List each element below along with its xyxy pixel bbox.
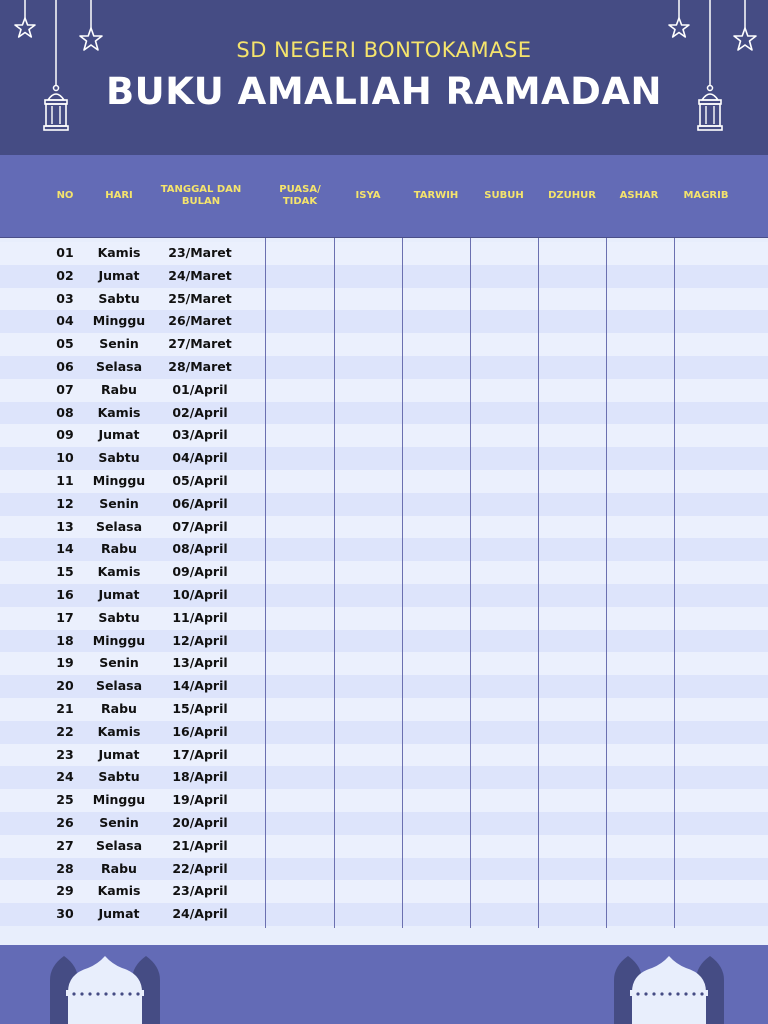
cell-tanggal: 21/April bbox=[172, 837, 228, 853]
cell-hari: Jumat bbox=[98, 587, 140, 602]
cell-no: 03 bbox=[56, 290, 74, 306]
cell-hari: Jumat bbox=[98, 746, 140, 762]
cell-hari: Senin bbox=[99, 655, 139, 671]
cell-hari: Sabtu bbox=[98, 290, 140, 306]
table-row bbox=[0, 835, 768, 858]
table-row bbox=[0, 630, 768, 653]
cell-no: 15 bbox=[56, 564, 74, 580]
table-row bbox=[0, 812, 768, 835]
table-row bbox=[0, 698, 768, 721]
cell-tanggal: 14/April bbox=[172, 678, 228, 694]
cell-tanggal: 25/Maret bbox=[168, 290, 232, 306]
cell-no: 13 bbox=[56, 518, 74, 534]
cell-tanggal: 24/Maret bbox=[168, 267, 232, 283]
page-title: BUKU AMALIAH RAMADAN bbox=[105, 70, 662, 113]
cell-no: 17 bbox=[56, 609, 74, 625]
cell-no: 27 bbox=[56, 837, 74, 853]
table-row bbox=[0, 379, 768, 402]
cell-tanggal: 07/April bbox=[172, 518, 228, 534]
table-row bbox=[0, 516, 768, 539]
cell-tanggal: 17/April bbox=[172, 746, 228, 762]
cell-tanggal: 18/April bbox=[172, 769, 228, 785]
column-header-isya: ISYA bbox=[355, 190, 381, 201]
mosque-icon bbox=[612, 952, 726, 1024]
cell-hari: Senin bbox=[99, 336, 139, 352]
cell-no: 25 bbox=[56, 792, 74, 808]
cell-tanggal: 12/April bbox=[172, 632, 228, 648]
cell-no: 16 bbox=[56, 587, 74, 602]
cell-no: 20 bbox=[56, 678, 74, 694]
cell-tanggal: 24/April bbox=[172, 906, 228, 922]
cell-no: 06 bbox=[56, 359, 74, 374]
table-row bbox=[0, 310, 768, 333]
cell-no: 12 bbox=[56, 495, 74, 511]
table-header bbox=[0, 155, 768, 238]
column-divider bbox=[674, 238, 675, 928]
table-row bbox=[0, 402, 768, 425]
lantern-icon bbox=[40, 0, 72, 134]
table-row bbox=[0, 538, 768, 561]
table-row bbox=[0, 265, 768, 288]
column-divider bbox=[606, 238, 607, 928]
cell-hari: Selasa bbox=[95, 678, 143, 694]
cell-no: 05 bbox=[56, 336, 74, 352]
table-row bbox=[0, 288, 768, 311]
hanging-star-icon bbox=[10, 0, 40, 42]
cell-tanggal: 02/April bbox=[172, 404, 228, 420]
cell-tanggal: 08/April bbox=[172, 541, 228, 557]
cell-no: 07 bbox=[56, 381, 74, 397]
cell-tanggal: 05/April bbox=[172, 473, 228, 488]
cell-tanggal: 23/April bbox=[172, 883, 228, 899]
cell-no: 21 bbox=[56, 701, 74, 716]
cell-tanggal: 16/April bbox=[172, 723, 228, 739]
cell-tanggal: 04/April bbox=[172, 450, 228, 466]
cell-no: 08 bbox=[56, 404, 74, 420]
cell-hari: Rabu bbox=[101, 541, 137, 557]
table-body bbox=[0, 238, 768, 928]
cell-tanggal: 27/Maret bbox=[168, 336, 232, 352]
cell-tanggal: 28/Maret bbox=[168, 359, 232, 374]
cell-tanggal: 20/April bbox=[172, 815, 228, 830]
cell-hari: Rabu bbox=[101, 860, 137, 876]
cell-no: 23 bbox=[56, 746, 74, 762]
cell-hari: Selasa bbox=[95, 359, 143, 374]
cell-hari: Sabtu bbox=[98, 769, 140, 785]
table-row bbox=[0, 493, 768, 516]
lantern-icon bbox=[694, 0, 726, 134]
mosque-icon bbox=[48, 952, 162, 1024]
cell-hari: Sabtu bbox=[98, 609, 140, 625]
table-row bbox=[0, 652, 768, 675]
cell-no: 09 bbox=[56, 427, 74, 443]
table-row bbox=[0, 561, 768, 584]
cell-hari: Selasa bbox=[95, 837, 143, 853]
table-row bbox=[0, 333, 768, 356]
cell-no: 14 bbox=[56, 541, 74, 557]
table-row bbox=[0, 584, 768, 607]
cell-no: 11 bbox=[56, 473, 74, 488]
cell-no: 26 bbox=[56, 815, 74, 830]
column-divider bbox=[265, 238, 266, 928]
cell-hari: Kamis bbox=[97, 564, 141, 580]
cell-no: 28 bbox=[56, 860, 74, 876]
cell-no: 04 bbox=[56, 313, 74, 329]
table-row bbox=[0, 744, 768, 767]
column-header-hari: HARI bbox=[105, 190, 133, 201]
table-row bbox=[0, 880, 768, 903]
school-name: SD NEGERI BONTOKAMASE bbox=[236, 38, 532, 62]
cell-hari: Jumat bbox=[98, 906, 140, 922]
cell-tanggal: 13/April bbox=[172, 655, 228, 671]
cell-tanggal: 22/April bbox=[172, 860, 228, 876]
cell-hari: Jumat bbox=[98, 427, 140, 443]
cell-hari: Minggu bbox=[92, 473, 146, 488]
cell-hari: Sabtu bbox=[98, 450, 140, 466]
cell-hari: Kamis bbox=[97, 883, 141, 899]
cell-tanggal: 09/April bbox=[172, 564, 228, 580]
cell-hari: Rabu bbox=[101, 381, 137, 397]
column-header-subuh: SUBUH bbox=[484, 190, 524, 201]
cell-hari: Kamis bbox=[97, 723, 141, 739]
cell-no: 24 bbox=[56, 769, 74, 785]
cell-tanggal: 01/April bbox=[172, 381, 228, 397]
cell-hari: Senin bbox=[99, 495, 139, 511]
cell-hari: Minggu bbox=[92, 792, 146, 808]
cell-no: 01 bbox=[56, 245, 74, 260]
cell-no: 02 bbox=[56, 267, 74, 283]
cell-hari: Kamis bbox=[97, 404, 141, 420]
column-header-ashar: ASHAR bbox=[619, 190, 659, 201]
table-row bbox=[0, 675, 768, 698]
cell-hari: Senin bbox=[99, 815, 139, 830]
cell-tanggal: 23/Maret bbox=[168, 245, 232, 260]
column-header-no: NO bbox=[56, 190, 74, 201]
table-row bbox=[0, 356, 768, 379]
table-row bbox=[0, 447, 768, 470]
cell-no: 30 bbox=[56, 906, 74, 922]
table-row bbox=[0, 607, 768, 630]
cell-tanggal: 11/April bbox=[172, 609, 228, 625]
cell-tanggal: 03/April bbox=[172, 427, 228, 443]
cell-tanggal: 19/April bbox=[172, 792, 228, 808]
cell-hari: Jumat bbox=[98, 267, 140, 283]
cell-no: 29 bbox=[56, 883, 74, 899]
column-header-puasa: PUASA/ TIDAK bbox=[279, 184, 321, 207]
cell-no: 19 bbox=[56, 655, 74, 671]
table-row bbox=[0, 858, 768, 881]
cell-tanggal: 15/April bbox=[172, 701, 228, 716]
cell-hari: Minggu bbox=[92, 632, 146, 648]
cell-hari: Kamis bbox=[97, 245, 141, 260]
table-row bbox=[0, 424, 768, 447]
cell-tanggal: 26/Maret bbox=[168, 313, 232, 329]
cell-tanggal: 06/April bbox=[172, 495, 228, 511]
column-divider bbox=[538, 238, 539, 928]
hanging-star-icon bbox=[664, 0, 694, 42]
column-header-tanggal: TANGGAL DAN BULAN bbox=[160, 184, 242, 207]
column-header-dzuhur: DZUHUR bbox=[548, 190, 596, 201]
cell-no: 10 bbox=[56, 450, 74, 466]
column-divider bbox=[334, 238, 335, 928]
table-row bbox=[0, 242, 768, 265]
column-divider bbox=[402, 238, 403, 928]
table-row bbox=[0, 766, 768, 789]
table-row bbox=[0, 789, 768, 812]
table-row bbox=[0, 721, 768, 744]
cell-hari: Minggu bbox=[92, 313, 146, 329]
column-divider bbox=[470, 238, 471, 928]
cell-no: 18 bbox=[56, 632, 74, 648]
column-header-magrib: MAGRIB bbox=[683, 190, 729, 201]
cell-hari: Selasa bbox=[95, 518, 143, 534]
column-header-tarwih: TARWIH bbox=[413, 190, 459, 201]
cell-no: 22 bbox=[56, 723, 74, 739]
table-row bbox=[0, 470, 768, 493]
table-row bbox=[0, 903, 768, 926]
cell-hari: Rabu bbox=[101, 701, 137, 716]
cell-tanggal: 10/April bbox=[172, 587, 228, 602]
header-banner bbox=[0, 0, 768, 155]
